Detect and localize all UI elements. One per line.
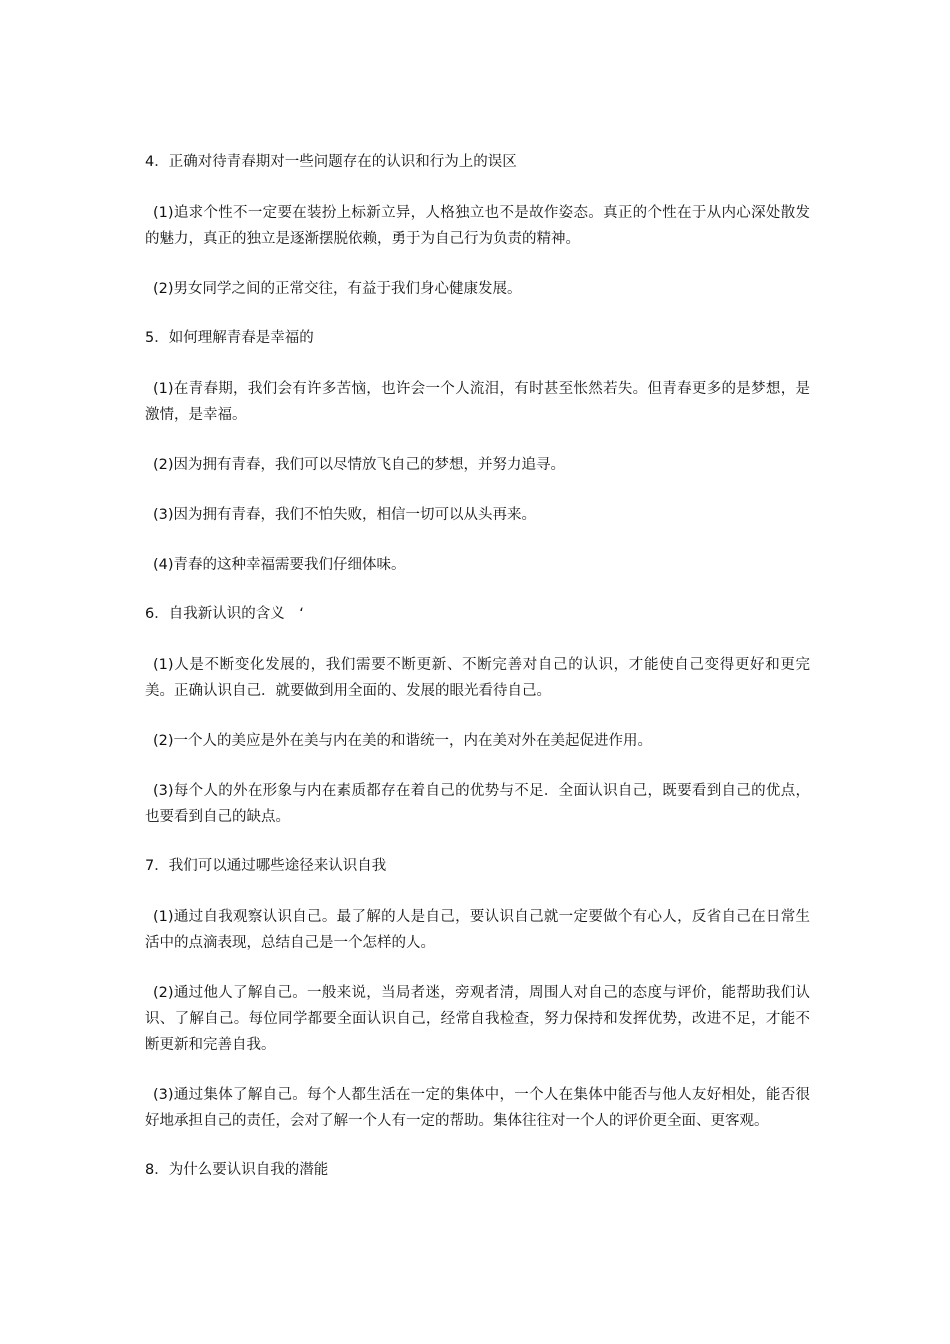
paragraph-5-1 (145, 376, 810, 428)
section-heading-8: 8．为什么要认识自我的潜能 (145, 1162, 329, 1178)
paragraph-6-3 (145, 778, 810, 830)
paragraph-4-2 (145, 276, 810, 302)
item-text: 通过集体了解自己。每个人都生活在一定的集体中，一个人在集体中能否与他人友好相处，能否很好地承担自己的责任，会对了解一个人有一定的帮助。集体往往对一个人的评价更全面、更客观。 (145, 1087, 810, 1129)
paragraph-7-3 (145, 1082, 810, 1134)
item-text: 在青春期，我们会有许多苦恼，也许会一个人流泪，有时甚至怅然若失。但青春更多的是梦想，是激情，是幸福。 (145, 381, 810, 423)
paragraph-5-3 (145, 502, 810, 528)
item-text: 人是不断变化发展的，我们需要不断更新、不断完善对自己的认识，才能使自己变得更好和更完美。正确认识自己．就要做到用全面的、发展的眼光看待自己。 (145, 657, 810, 699)
item-text: 追求个性不一定要在装扮上标新立异，人格独立也不是故作姿态。真正的个性在于从内心深处散发的魅力，真正的独立是逐渐摆脱依赖，勇于为自己行为负责的精神。 (145, 205, 810, 247)
paragraph-7-2 (145, 980, 810, 1058)
item-number: (2) (153, 281, 174, 297)
item-number: (2) (153, 457, 174, 473)
item-number: (2) (153, 985, 174, 1001)
section-heading-4: 4．正确对待青春期对一些问题存在的认识和行为上的误区 (145, 154, 517, 170)
item-text: 通过自我观察认识自己。最了解的人是自己，要认识自己就一定要做个有心人，反省自己在日常生活中的点滴表现，总结自己是一个怎样的人。 (145, 909, 810, 951)
item-text: 一个人的美应是外在美与内在美的和谐统一，内在美对外在美起促进作用。 (173, 733, 653, 749)
item-text: 通过他人了解自己。一般来说，当局者迷，旁观者清，周围人对自己的态度与评价，能帮助我们认识、了解自己。每位同学都要全面认识自己，经常自我检查，努力保持和发挥优势，改进不足，才能不断更新和完善自我。 (145, 985, 810, 1053)
item-number: (4) (153, 557, 174, 573)
paragraph-4-1 (145, 200, 810, 252)
paragraph-7-1 (145, 904, 810, 956)
paragraph-5-4 (145, 552, 810, 578)
paragraph-6-1 (145, 652, 810, 704)
section-heading-6: 6．自我新认识的含义 ‘ (145, 606, 304, 622)
item-number: (1) (153, 381, 174, 397)
paragraph-6-2 (145, 728, 810, 754)
item-text: 因为拥有青春，我们不怕失败，相信一切可以从头再来。 (173, 507, 537, 523)
paragraph-5-2 (145, 452, 810, 478)
item-number: (1) (153, 657, 174, 673)
item-number: (3) (153, 783, 174, 799)
item-text: 青春的这种幸福需要我们仔细体味。 (173, 557, 406, 573)
item-number: (2) (153, 733, 174, 749)
item-number: (1) (153, 909, 174, 925)
item-number: (3) (153, 1087, 174, 1103)
section-heading-7: 7．我们可以通过哪些途径来认识自我 (145, 858, 387, 874)
item-text: 每个人的外在形象与内在素质都存在着自己的优势与不足．全面认识自己，既要看到自己的优点，也要看到自己的缺点。 (145, 783, 810, 825)
item-number: (3) (153, 507, 174, 523)
item-text: 男女同学之间的正常交往，有益于我们身心健康发展。 (173, 281, 522, 297)
item-number: (1) (153, 205, 174, 221)
document-body (145, 150, 810, 1208)
section-heading-5: 5．如何理解青春是幸福的 (145, 330, 314, 346)
item-text: 因为拥有青春，我们可以尽情放飞自己的梦想，并努力追寻。 (173, 457, 566, 473)
